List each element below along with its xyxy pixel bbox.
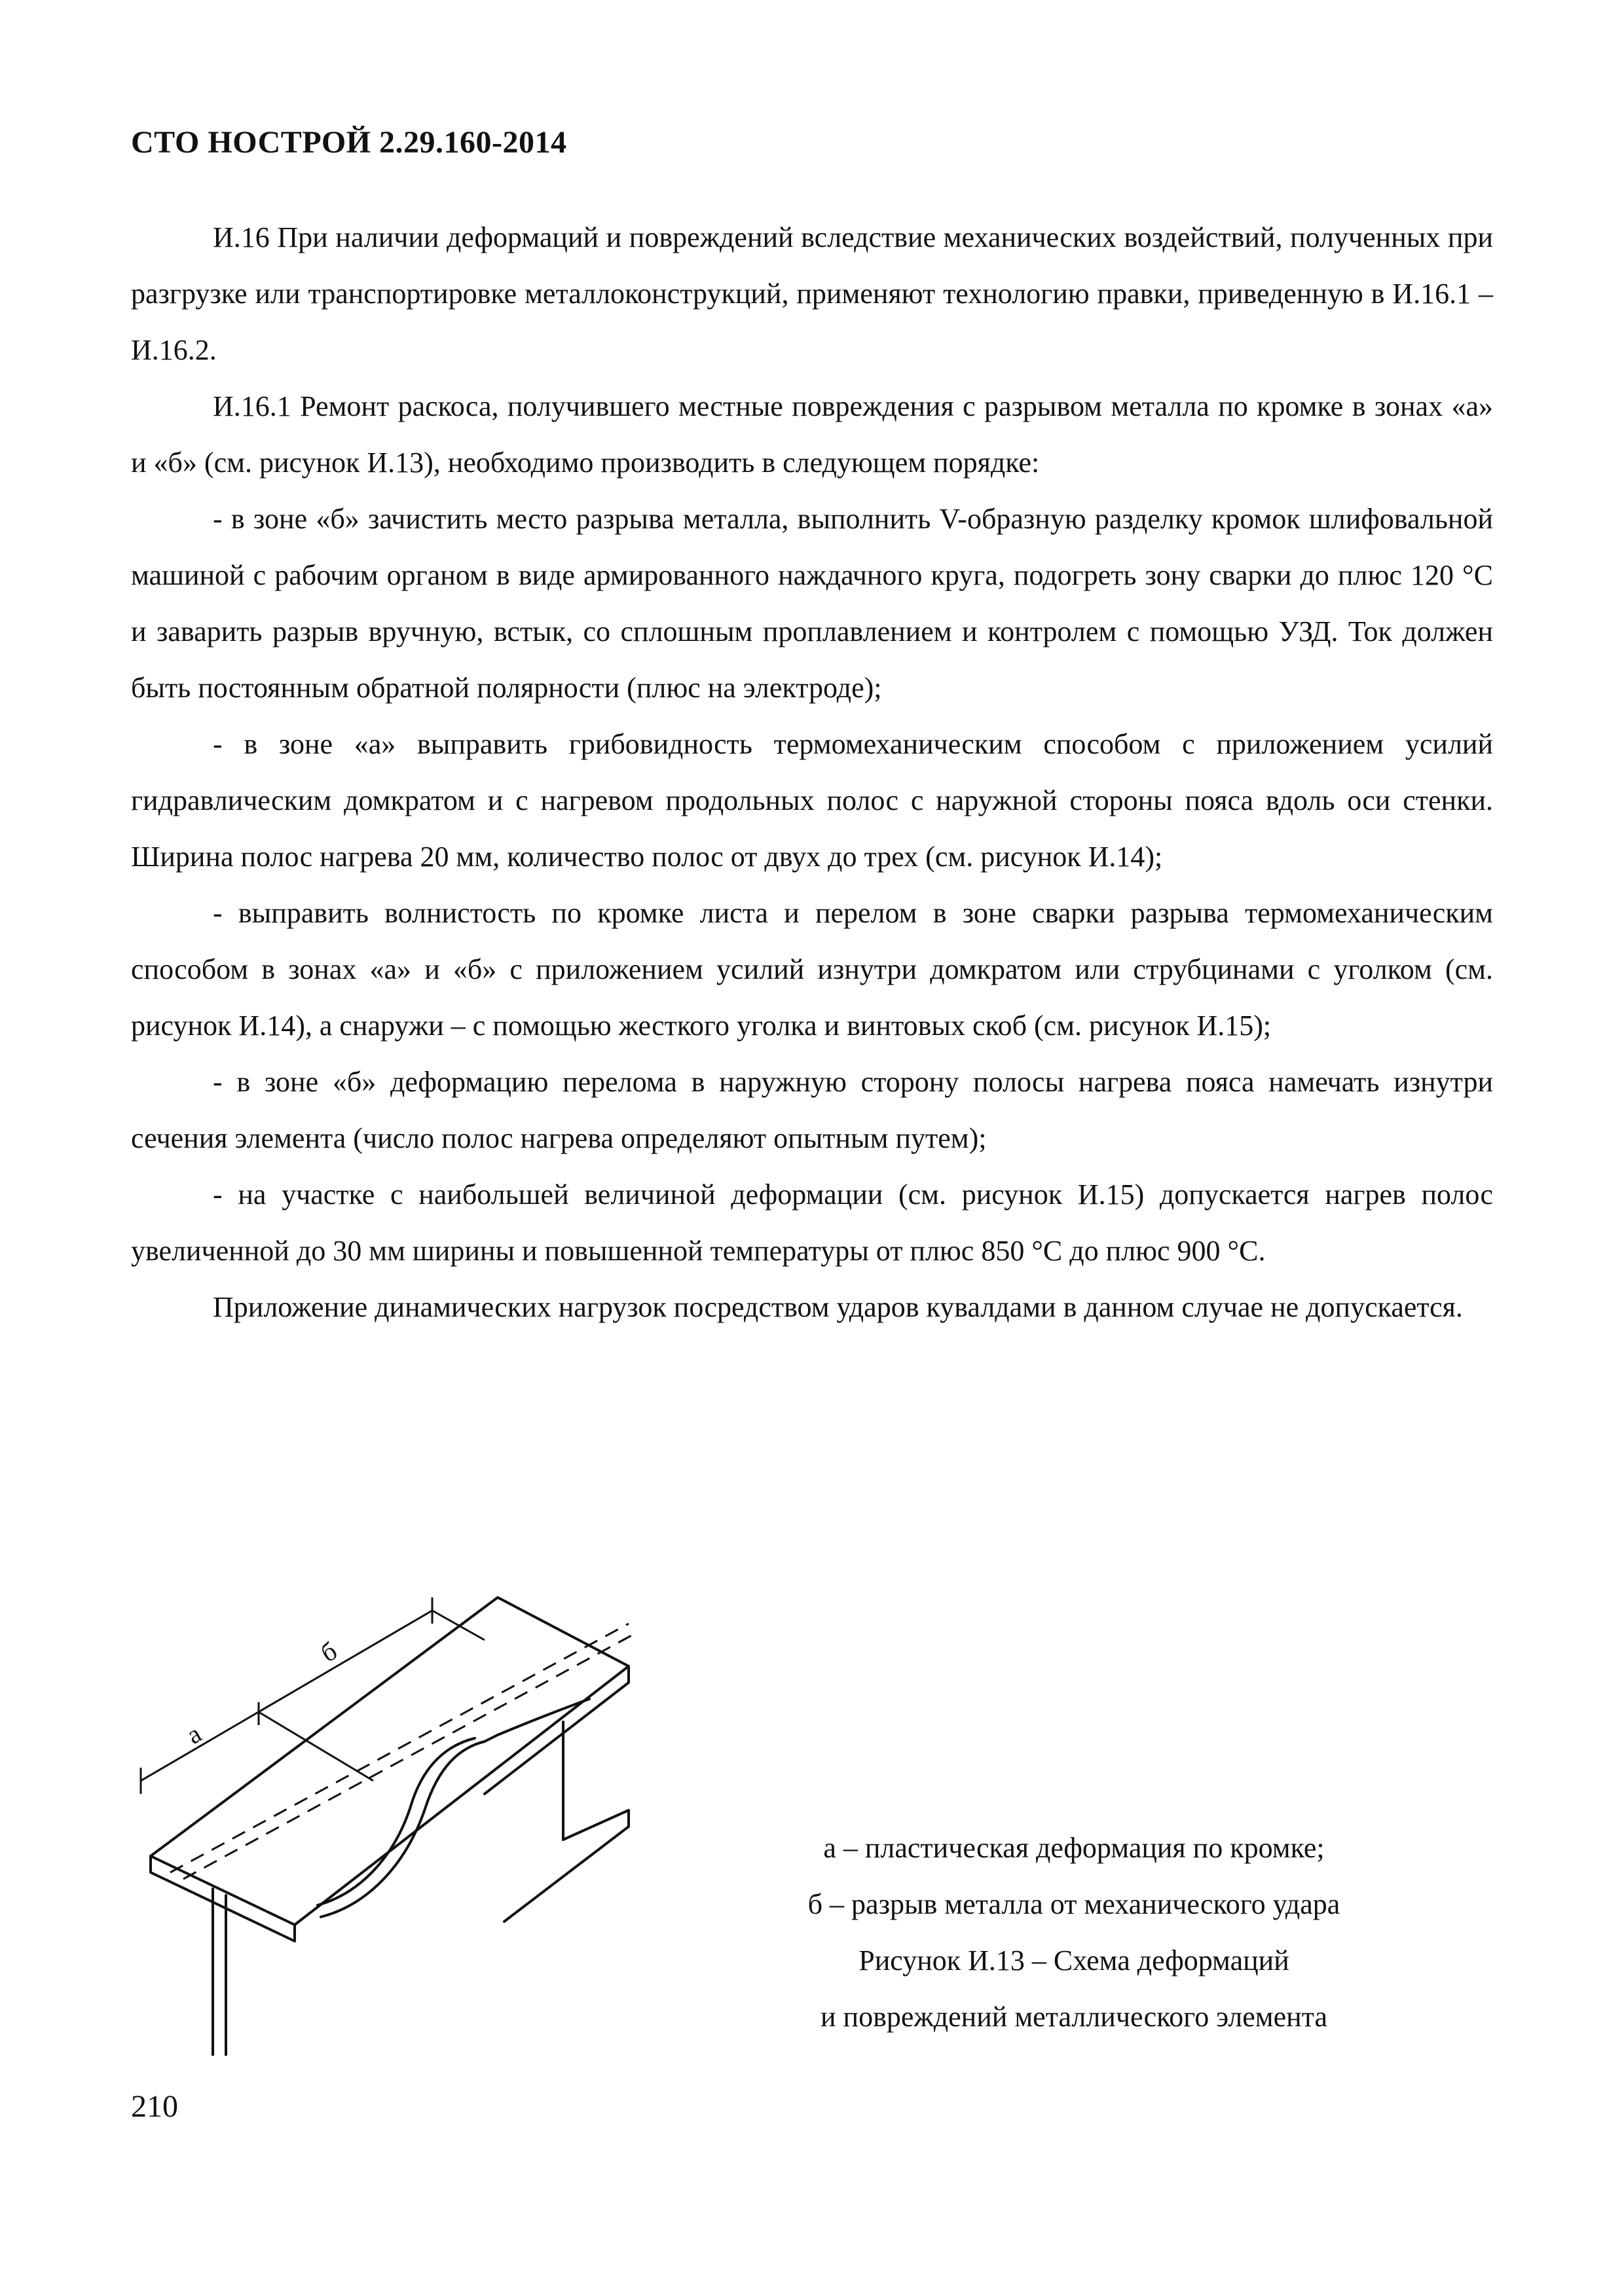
figure-i13-drawing [131, 1558, 707, 2056]
i-beam-drawing [131, 1558, 707, 2056]
figure-caption [720, 1820, 1428, 2045]
caption-legend-a: а – пластическая деформация по кромке; [823, 1832, 1325, 1864]
list-item-waviness: - выправить волнистость по кромке листа и перелом в зоне сварки разрыва термомеханическим способом в зонах «а» и «б» с приложением усилий изнутри домкратом или струбцинами с уголком (см. рисунок И.14), а снаружи – с помощью жесткого уголка и винтовых скоб (см. рисунок И.15); [131, 897, 1493, 1042]
fracture-curve [321, 1735, 498, 1917]
caption-title-line-1: Рисунок И.13 – Схема деформаций [858, 1944, 1289, 1977]
caption-title-line-2: и повреждений металлического элемента [820, 2001, 1328, 2033]
page-number: 210 [131, 2089, 178, 2124]
fracture-edge [498, 1699, 589, 1735]
paragraph-i16-1: И.16.1 Ремонт раскоса, получившего местные повреждения с разрывом металла по кромке в зонах «а» и «б» (см. рисунок И.13), необходимо производить в следующем порядке: [131, 390, 1493, 479]
zone-b-label: б [316, 1635, 342, 1668]
list-item-zone-a-straighten: - в зоне «а» выправить грибовидность термомеханическим способом с приложением усилий гидравлическим домкратом и с нагревом продольных полос с наружной стороны пояса вдоль оси стенки. Ширина полос нагрева 20 мм, количество полос от двух до трех (см. рисунок И.14); [131, 728, 1493, 873]
list-item-zone-b-weld: - в зоне «б» зачистить место разрыва металла, выполнить V-образную разделку кромок шлифовальной машиной с рабочим органом в виде армированного наждачного круга, подогреть зону сварки до плюс 120 °С и заварить разрыв вручную, встык, со сплошным проплавлением и контролем с помощью УЗД. Ток должен быть постоянным обратной полярности (плюс на электроде); [131, 503, 1493, 704]
paragraph-i16: И.16 При наличии деформаций и повреждений вследствие механических воздействий, полученных при разгрузке или транспортировке металлоконструкций, применяют технологию правки, приведенную в И.16.1 – И.16.2. [131, 221, 1493, 366]
body-text [131, 210, 1493, 1336]
caption-legend-b: б – разрыв металла от механического удара [807, 1888, 1340, 1920]
extension-line-right [432, 1611, 485, 1640]
document-header: СТО НОСТРОЙ 2.29.160-2014 [131, 125, 567, 160]
top-flange-thickness [151, 1856, 295, 1941]
top-flange-outline [151, 1597, 629, 1925]
bottom-flange-outline [151, 1810, 629, 2056]
zone-a-label: а [181, 1718, 206, 1750]
list-item-zone-b-fracture: - в зоне «б» деформацию перелома в наружную сторону полосы нагрева пояса намечать изнутри сечения элемента (число полос нагрева определяют опытным путем); [131, 1066, 1493, 1154]
paragraph-dynamic-loads: Приложение динамических нагрузок посредством ударов кувалдами в данном случае не допускается. [213, 1291, 1463, 1323]
list-item-max-deformation: - на участке с наибольшей величиной деформации (см. рисунок И.15) допускается нагрев полос увеличенной до 30 мм ширины и повышенной температуры от плюс 850 °С до плюс 900 °С. [131, 1178, 1493, 1267]
extension-line-middle [259, 1712, 373, 1781]
